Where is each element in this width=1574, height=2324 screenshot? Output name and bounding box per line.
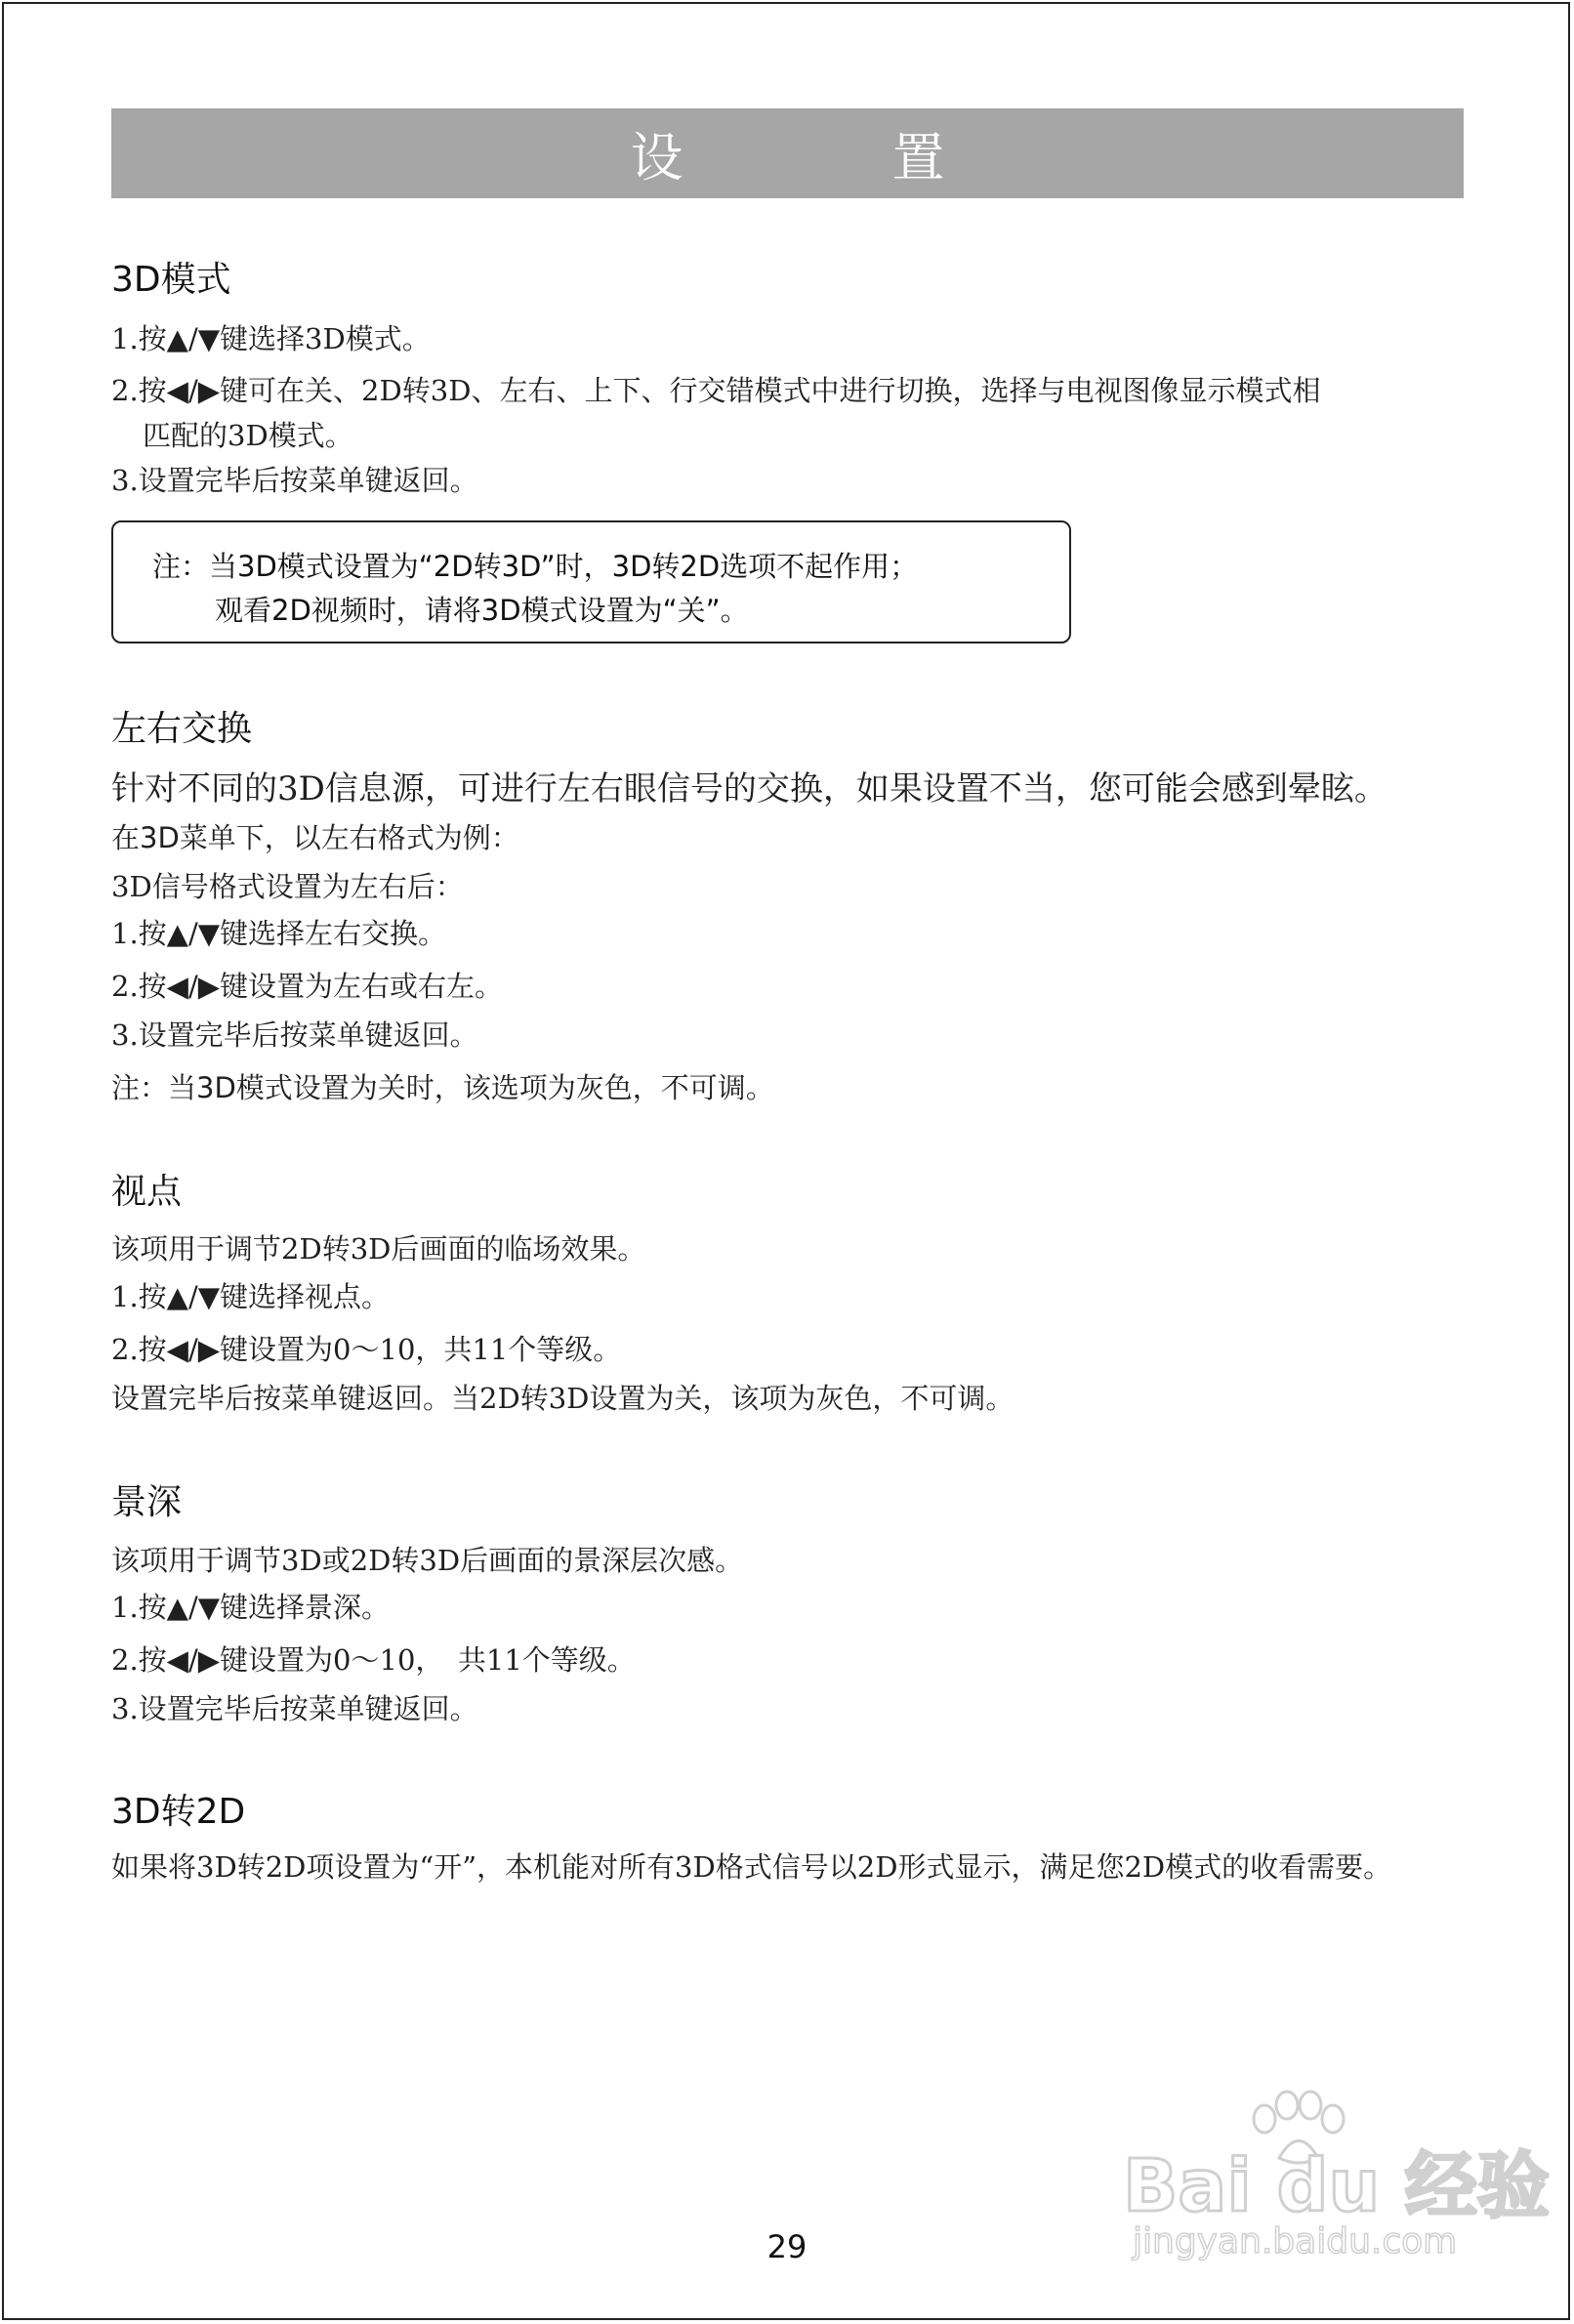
page-title: 设 置 — [630, 126, 1023, 188]
page-title-banner — [111, 108, 1464, 198]
paragraph: 该项用于调节2D转3D后画面的临场效果。 — [111, 1232, 646, 1266]
note-line: 观看2D视频时，请将3D模式设置为“关”。 — [215, 594, 749, 627]
list-item: 3.设置完毕后按菜单键返回。 — [111, 1692, 478, 1725]
page-number: 29 — [766, 2228, 808, 2265]
heading-depth: 景深 — [111, 1482, 183, 1522]
baidu-watermark — [1123, 2090, 1550, 2265]
note-line: 注：当3D模式设置为“2D转3D”时，3D转2D选项不起作用； — [152, 550, 919, 583]
heading-3d-mode: 3D模式 — [111, 260, 231, 300]
list-item: 1.按▲/▼键选择3D模式。 — [111, 322, 431, 355]
heading-viewpoint: 视点 — [111, 1172, 183, 1212]
list-item: 2.按◀/▶键设置为0～10，共11个等级。 — [111, 1333, 622, 1366]
list-item: 在3D菜单下，以左右格式为例： — [111, 821, 519, 854]
watermark-brand: Bai du 经验 — [1123, 2144, 1550, 2228]
list-item: 2.按◀/▶键设置为左右或右左。 — [111, 970, 504, 1003]
paragraph: 该项用于调节3D或2D转3D后画面的景深层次感。 — [111, 1544, 744, 1577]
paragraph: 针对不同的3D信息源，可进行左右眼信号的交换，如果设置不当，您可能会感到晕眩。 — [111, 769, 1388, 809]
watermark-url: jingyan.baidu.com — [1133, 2221, 1458, 2262]
list-item: 1.按▲/▼键选择左右交换。 — [111, 917, 447, 950]
list-item: 2.按◀/▶键设置为0～10， 共11个等级。 — [111, 1643, 636, 1677]
note-text: 注：当3D模式设置为关时，该选项为灰色，不可调。 — [111, 1071, 774, 1104]
list-item: 1.按▲/▼键选择视点。 — [111, 1280, 391, 1313]
list-item: 3.设置完毕后按菜单键返回。 — [111, 464, 478, 497]
heading-lr-swap: 左右交换 — [111, 709, 253, 749]
list-item: 2.按◀/▶键可在关、2D转3D、左右、上下、行交错模式中进行切换，选择与电视图像显示模式相 — [111, 374, 1321, 407]
list-item-continuation: 匹配的3D模式。 — [143, 419, 353, 452]
note-box — [111, 520, 1071, 643]
heading-3d-to-2d: 3D转2D — [111, 1792, 246, 1832]
paragraph: 如果将3D转2D项设置为“开”，本机能对所有3D格式信号以2D形式显示，满足您2D模式的收看需要。 — [111, 1850, 1392, 1884]
list-item: 3.设置完毕后按菜单键返回。 — [111, 1018, 478, 1052]
list-item: 1.按▲/▼键选择景深。 — [111, 1591, 391, 1624]
paragraph: 设置完毕后按菜单键返回。当2D转3D设置为关，该项为灰色，不可调。 — [111, 1382, 1015, 1415]
list-item: 3D信号格式设置为左右后： — [111, 870, 464, 903]
